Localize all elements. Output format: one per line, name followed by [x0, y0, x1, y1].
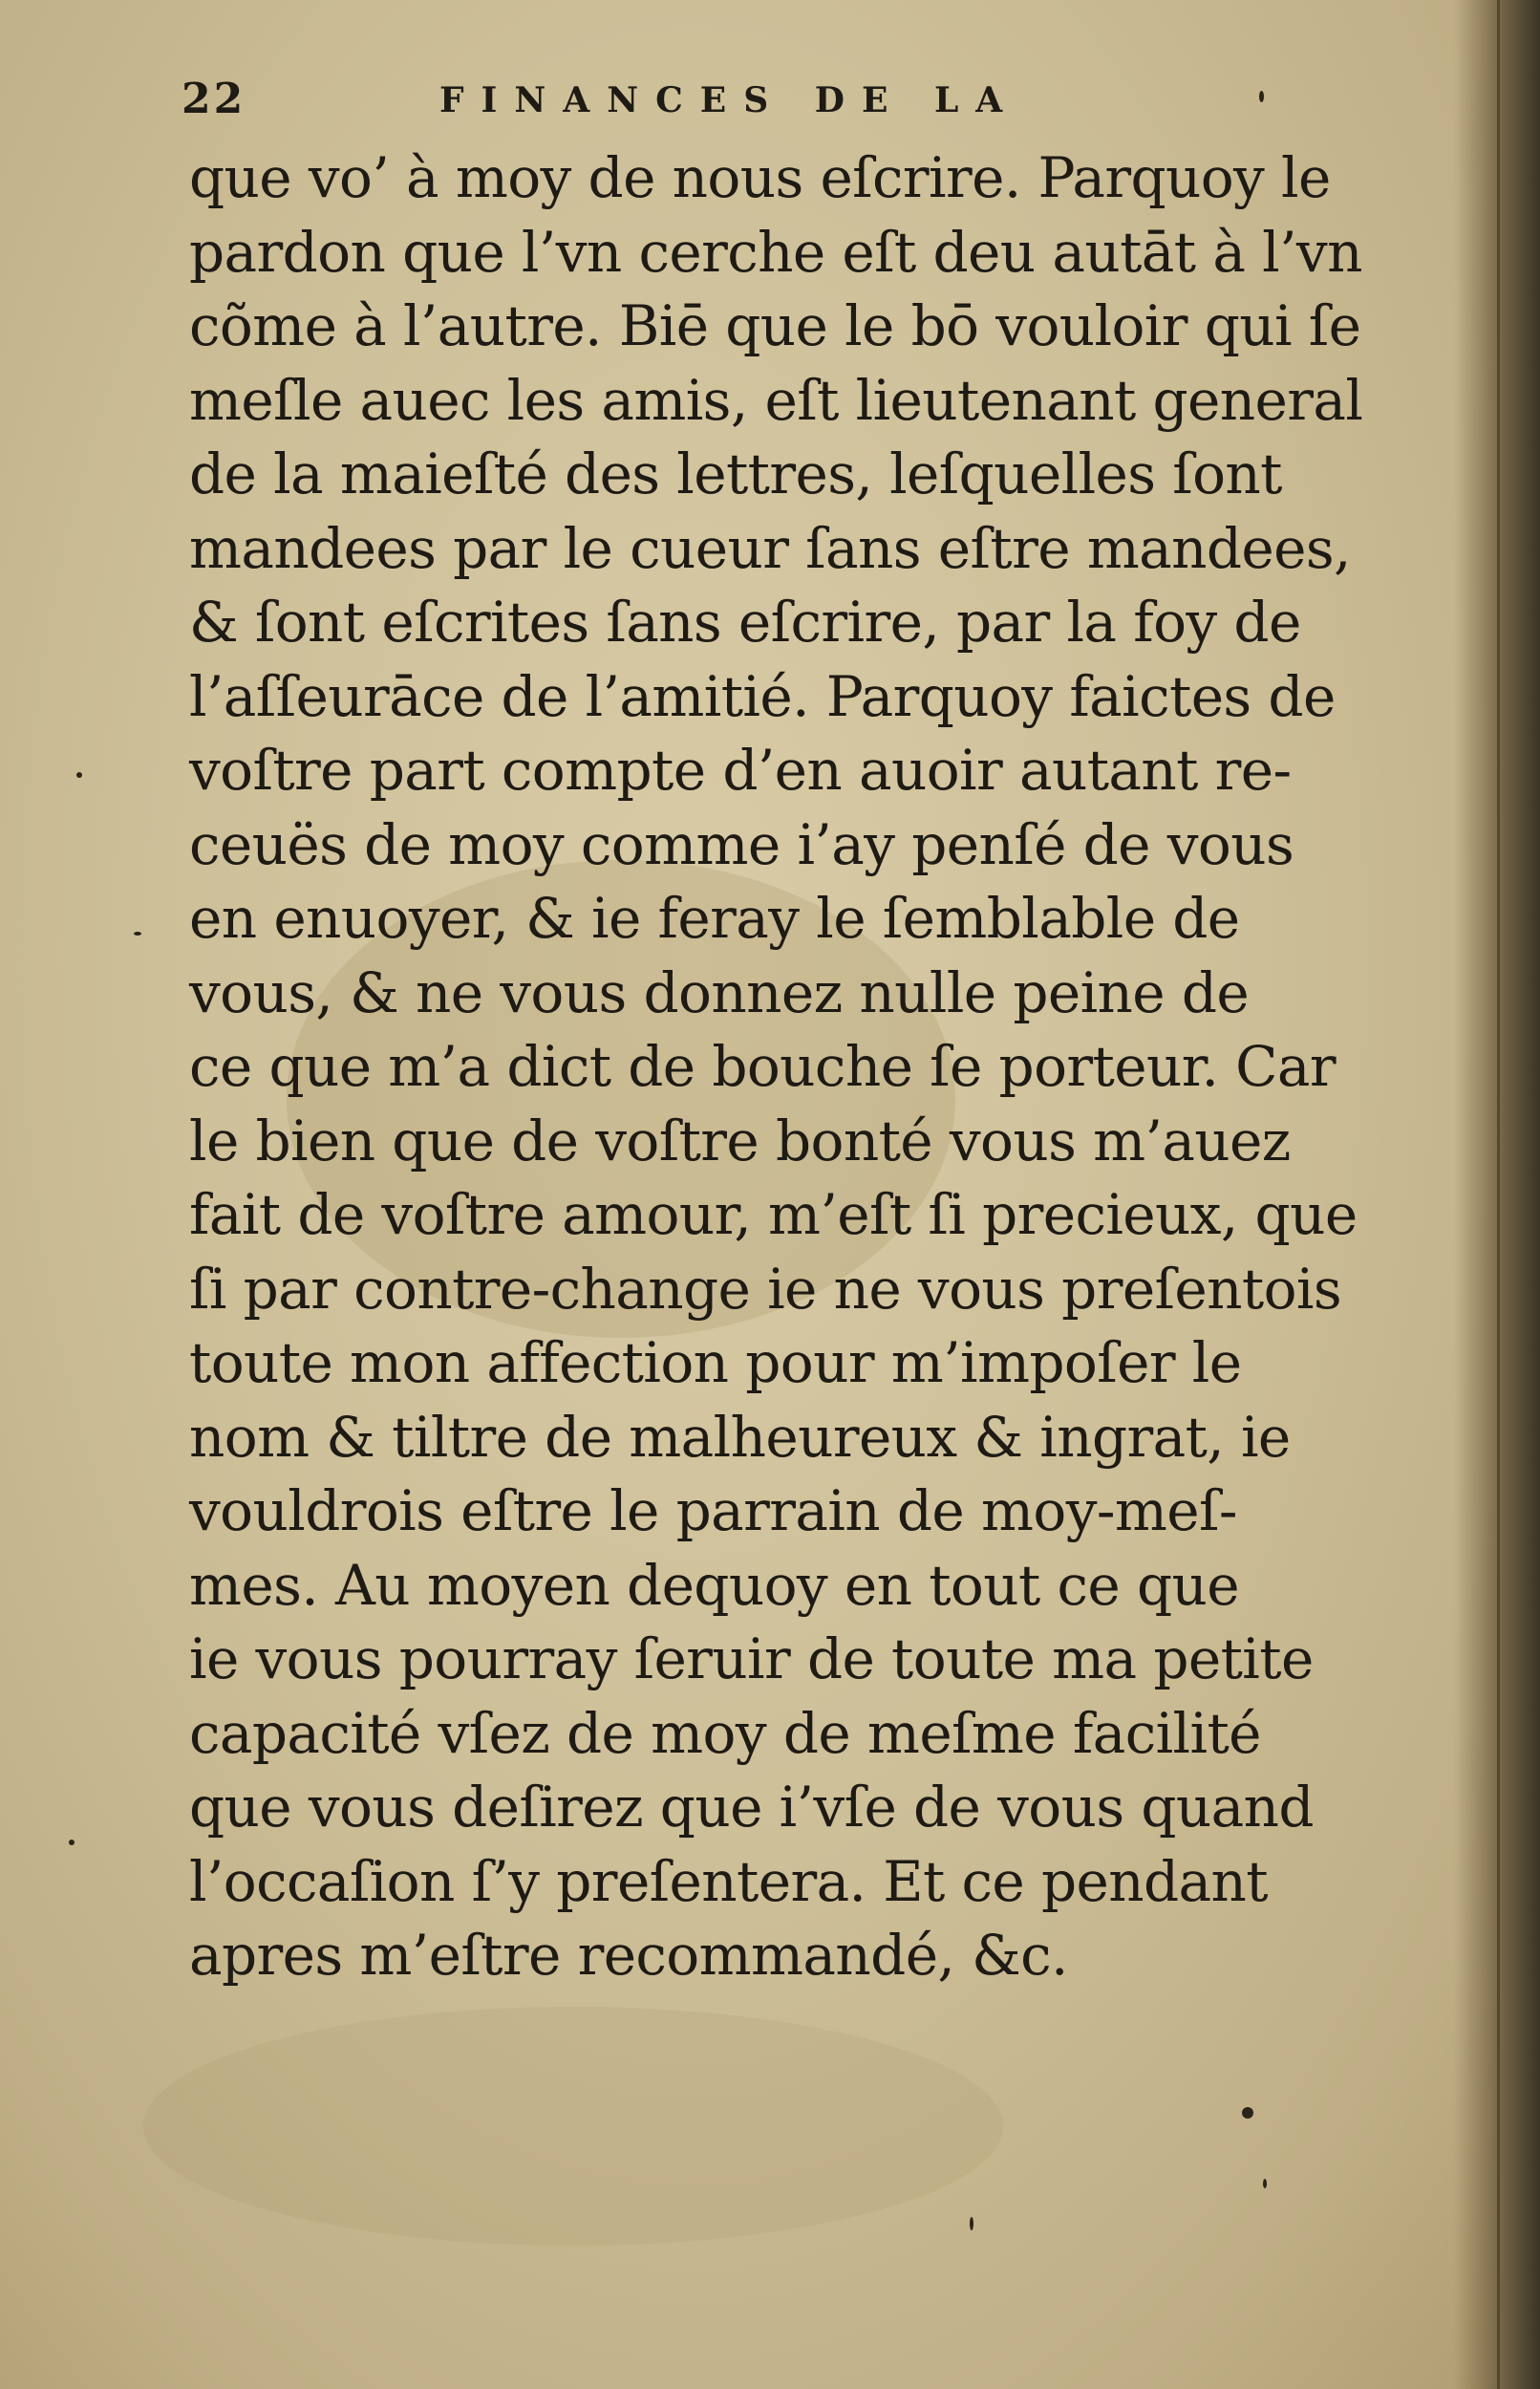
ink-speck — [1263, 2179, 1267, 2188]
ink-speck — [134, 932, 141, 936]
page-number: 22 — [182, 75, 246, 123]
text-line: pardon que l’vn cerche eſt deu autāt à l’vn — [189, 219, 1362, 285]
text-line: ceuës de moy comme i’ay penſé de vous — [189, 811, 1294, 877]
text-line: le bien que de voſtre bonté vous m’auez — [189, 1108, 1291, 1173]
ink-speck — [69, 1840, 75, 1845]
text-line: ſi par contre-change ie ne vous preſentois — [189, 1256, 1342, 1322]
text-line: fait de voſtre amour, m’eſt ſi precieux, que — [189, 1182, 1358, 1247]
page-header — [182, 75, 1328, 132]
text-line: ce que m’a dict de bouche ſe porteur. Car — [189, 1034, 1337, 1099]
text-line: nom & tiltre de malheureux & ingrat, ie — [189, 1404, 1291, 1470]
text-line: cõme à l’autre. Biē que le bō vouloir qui ſe — [189, 293, 1361, 358]
ink-speck — [1259, 91, 1264, 102]
text-line: toute mon affection pour m’impoſer le — [189, 1330, 1242, 1395]
text-line: en enuoyer, & ie feray le ſemblable de — [189, 886, 1240, 951]
body-text — [189, 141, 1363, 1993]
text-line: capacité vſez de moy de meſme facilité — [189, 1700, 1261, 1766]
text-line: vous, & ne vous donnez nulle peine de — [189, 959, 1250, 1025]
ink-speck — [970, 2217, 973, 2230]
text-line: ie vous pourray ſeruir de toute ma petite — [189, 1626, 1314, 1691]
text-line: voſtre part compte d’en auoir autant re- — [189, 738, 1292, 803]
text-line: & ſont eſcrites ſans eſcrire, par la foy de — [189, 590, 1301, 655]
text-line: vouldrois eſtre le parrain de moy-meſ- — [189, 1478, 1237, 1543]
paper-stain — [143, 2007, 1003, 2246]
running-head: FINANCES DE LA — [439, 80, 1020, 120]
text-line: de la maieſté des lettres, leſquelles ſont — [189, 441, 1282, 506]
text-line: que vo’ à moy de nous eſcrire. Parquoy le — [189, 145, 1331, 210]
text-line: l’aſſeurāce de l’amitié. Parquoy faictes de — [189, 663, 1336, 729]
ink-speck — [1242, 2107, 1253, 2119]
text-line: meſle auec les amis, eſt lieutenant general — [189, 367, 1363, 433]
page-edge-line — [1497, 0, 1500, 2389]
text-line: que vous deſirez que i’vſe de vous quand — [189, 1775, 1314, 1840]
text-line: l’occaſion ſ’y preſentera. Et ce pendant — [189, 1848, 1268, 1914]
text-line: mes. Au moyen dequoy en tout ce que — [189, 1552, 1239, 1618]
text-line: mandees par le cueur ſans eſtre mandees, — [189, 515, 1351, 581]
text-line: apres m’eſtre recommandé, &c. — [189, 1923, 1068, 1988]
ink-speck — [76, 772, 82, 778]
